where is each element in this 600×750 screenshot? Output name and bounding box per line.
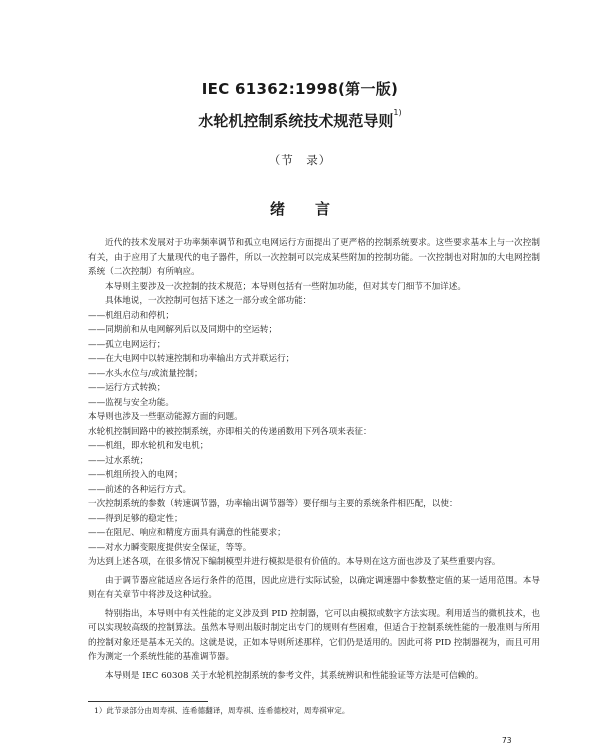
paragraph: ——在阻尼、响应和精度方面具有满意的性能要求； (88, 528, 286, 538)
footnote: 1）此节录部分由周寿祺、连希德翻译，周寿祺、连希德校对，周寿祺审定。 (94, 706, 350, 715)
paragraph: ——同期前和从电网解列后以及同期中的空运转； (88, 325, 278, 335)
paragraph: ——水头水位与/或流量控制； (88, 368, 203, 379)
paragraph: ——机组启动和停机； (88, 310, 174, 321)
paragraph: ——得到足够的稳定性； (88, 513, 183, 524)
paragraph: 本导则是 IEC 60308 关于水轮机控制系统的参考文件，其系统辨识和性能验证等方法是可信赖的。 (105, 670, 484, 681)
document-subtitle (0, 110, 600, 131)
paragraph: ——孤立电网运行； (88, 339, 166, 350)
paragraph: ——监视与安全功能。 (88, 397, 174, 408)
paragraph: 由于调节器应能适应各运行条件的范围，因此应进行实际试验，以确定调速器中参数整定值的某一适用范围。本导则在有关章节中将涉及这种试验。 (88, 575, 540, 600)
paragraph: 本导则主要涉及一次控制的技术规范；本导则包括有一些附加功能，但对其专门细节不加详述。 (105, 281, 466, 292)
paragraph: 近代的技术发展对于功率频率调节和孤立电网运行方面提出了更严格的控制系统要求。这些要求基本上与一次控制有关，由于应用了大量现代的电子器件，所以一次控制可以完成某些附加的控制功能。一次控制也对附加的大电网控制系统（二次控制）有所响应。 (88, 238, 540, 277)
subtitle-text: 水轮机控制系统技术规范导则 (198, 112, 394, 130)
page-number: 73 (502, 736, 512, 745)
paragraph: ——在大电网中以转速控制和功率输出方式并联运行； (88, 354, 295, 364)
section-heading: 绪 言 (269, 200, 330, 218)
footnote-marker: 1) (393, 108, 402, 117)
footnote-divider (88, 701, 208, 702)
paragraph: ——运行方式转换； (88, 383, 166, 393)
paragraph: 特别指出，本导则中有关性能的定义涉及到 PID 控制器，它可以由模拟或数字方法实现。利用适当的微机技术，也可以实现较高级的控制算法。虽然本导则出版时制定出专门的规则有些困难，但适合于控制系统性能的一般准则与所用的控制对象还是基本无关的。这就是说，正如本导则所述那样，它们仍是适用的。因此可将 PID 控制器视为，而且可用作为测定一个系统性能的基准调节器。 (88, 608, 540, 662)
body-text (88, 236, 540, 683)
paragraph: ——过水系统； (88, 455, 149, 466)
paragraph: 一次控制系统的参数（转速调节器，功率输出调节器等）要仔细与主要的系统条件相匹配，以使： (88, 499, 458, 509)
document-title: IEC 61362:1998(第一版) (201, 80, 399, 98)
paragraph: 具体地说，一次控制可包括下述之一部分或全部功能： (105, 296, 312, 306)
paragraph: ——机组所投入的电网； (88, 470, 183, 480)
paragraph: ——机组，即水轮机和发电机； (88, 441, 209, 451)
paragraph: 为达到上述各项，在很多情况下编制模型并进行模拟是很有价值的。本导则在这方面也涉及了某些重要内容。 (88, 557, 501, 567)
paragraph: 本导则也涉及一些驱动能源方面的问题。 (88, 412, 243, 422)
paragraph: 水轮机控制回路中的被控制系统，亦即相关的传递函数用下列各项来表征： (88, 426, 372, 437)
paragraph: ——前述的各种运行方式。 (88, 484, 192, 495)
paragraph: ——对水力瞬变限度提供安全保证，等等。 (88, 542, 252, 553)
excerpt-label: （节 录） (268, 153, 332, 167)
